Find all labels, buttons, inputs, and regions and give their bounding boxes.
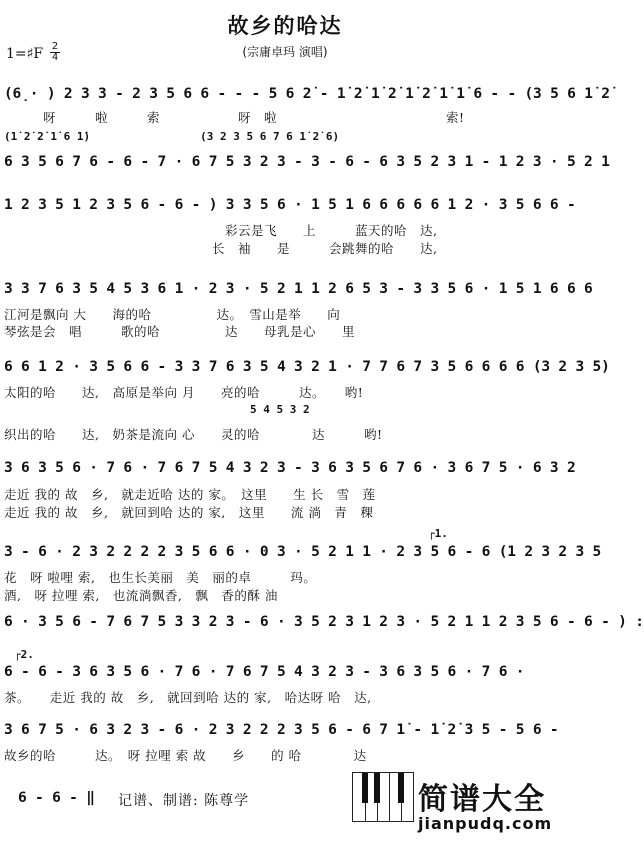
notation-line-8: 3 - 6 · 2 3 2 2 2 2 3 5 6 6 · 0 3 · 5 2 1 1 · 2 3 5 6 - 6 (1 2 3 2 3 5 bbox=[4, 544, 602, 560]
lyric-line-4b: 琴弦是会 唱 歌的哈 达 母乳是心 里 bbox=[4, 324, 356, 339]
song-title: 故乡的哈达 bbox=[227, 13, 343, 38]
notation-line-7: 3 6 3 5 6 · 7 6 · 7 6 7 5 4 3 2 3 - 3 6 3 5 6 7 6 · 3 6 7 5 · 6 3 2 bbox=[4, 460, 576, 476]
annotation-line-6: 5 4 5 3 2 bbox=[250, 403, 310, 416]
notation-line-5: 6 6 1 2 · 3 5 6 6 - 3 3 7 6 3 5 4 3 2 1 · 7 7 6 7 3 5 6 6 6 6 (3 2 3 5) bbox=[4, 359, 610, 375]
lyric-line-1: 呀 啦 索 呀 啦 索! bbox=[4, 110, 465, 125]
transcriber-credit: 记谱、制谱: 陈尊学 bbox=[118, 793, 250, 809]
annotation-line-2: (1̇ 2̇ 2̇ 1̇ 6 1̇) (3 2 3 5 6 7 6 1̇ 2̇ 6) bbox=[4, 130, 340, 143]
lyric-line-4a: 江河是飘向 大 海的哈 达。 雪山是举 向 bbox=[4, 307, 341, 322]
lyric-line-5: 太阳的哈 达, 高原是举向 月 亮的哈 达。 哟! bbox=[4, 385, 364, 400]
lyric-line-10: 茶。 走近 我的 故 乡, 就回到哈 达的 家, 哈达呀 哈 达, bbox=[4, 690, 372, 705]
meter-bottom: 4 bbox=[51, 52, 59, 63]
lyric-line-3a: 彩云是飞 上 蓝天的哈 达, bbox=[4, 223, 438, 238]
final-measure: 6 - 6 - ‖ bbox=[18, 790, 95, 806]
meter-top: 2 bbox=[51, 41, 59, 52]
key-signature: 1=♯F bbox=[6, 46, 44, 62]
notation-line-9: 6 · 3 5 6 - 7 6 7 5 3 3 2 3 - 6 · 3 5 2 3 1 2 3 · 5 2 1 1 2 3 5 6 - 6 - ) : bbox=[4, 614, 644, 630]
notation-line-10: 6 - 6 - 3 6 3 5 6 · 7 6 · 7 6 7 5 4 3 2 3 - 3 6 3 5 6 · 7 6 · bbox=[4, 664, 525, 680]
first-ending-mark: ┌1. bbox=[428, 527, 448, 540]
lyric-line-7a: 走近 我的 故 乡, 就走近哈 达的 家。 这里 生 长 雪 莲 bbox=[4, 487, 376, 502]
piano-keys-icon bbox=[352, 772, 414, 822]
notation-line-1: (6̣· ) 2 3 3 - 2 3 5 6 6 - - - 5 6 2̇ - 1̇ 2̇ 1̇ 2̇ 1̇ 2̇ 1̇ 1̇ 6 - - (3 5 6 1̇ 2̇ bbox=[4, 86, 610, 102]
lyric-line-6: 织出的哈 达, 奶茶是流向 心 灵的哈 达 哟! bbox=[4, 427, 383, 442]
notation-line-2: 6 3 5 6 7 6 - 6 - 7 · 6 7 5 3 2 3 - 3 - 6 - 6 3 5 2 3 1 - 1 2 3 · 5 2 1 bbox=[4, 154, 610, 170]
time-signature bbox=[50, 42, 60, 63]
performer-credit: (宗庸卓玛 演唱) bbox=[242, 45, 328, 59]
lyric-line-11: 故乡的哈 达。 呀 拉哩 索 故 乡 的 哈 达 bbox=[4, 748, 367, 763]
second-ending-mark: ┌2. bbox=[14, 648, 34, 661]
logo-site-text: jianpudq.com bbox=[418, 814, 553, 833]
logo-brand-text: 简谱大全 bbox=[418, 782, 546, 817]
lyric-line-7b: 走近 我的 故 乡, 就回到哈 达的 家, 这里 流 淌 青 稞 bbox=[4, 505, 374, 520]
lyric-line-8a: 花 呀 啦哩 索, 也生长美丽 美 丽的卓 玛。 bbox=[4, 570, 317, 585]
lyric-line-3b: 长 袖 是 会跳舞的哈 达, bbox=[4, 241, 438, 256]
lyric-line-8b: 酒, 呀 拉哩 索, 也流淌飘香, 飘 香的酥 油 bbox=[4, 588, 278, 603]
notation-line-3: 1 2 3 5 1 2 3 5 6 - 6 - ) 3 3 5 6 · 1 5 1 6 6 6 6 6 1 2 · 3 5 6 6 - bbox=[4, 197, 576, 213]
site-logo bbox=[352, 772, 564, 836]
notation-line-4: 3 3 7 6 3 5 4 5 3 6 1 · 2 3 · 5 2 1 1 2 6 5 3 - 3 3 5 6 · 1 5 1 6 6 6 bbox=[4, 281, 593, 297]
notation-line-11: 3 6 7 5 · 6 3 2 3 - 6 · 2 3 2 2 2 3 5 6 - 6 7 1̇ - 1̇ 2̇ 3 5 - 5 6 - bbox=[4, 722, 559, 738]
